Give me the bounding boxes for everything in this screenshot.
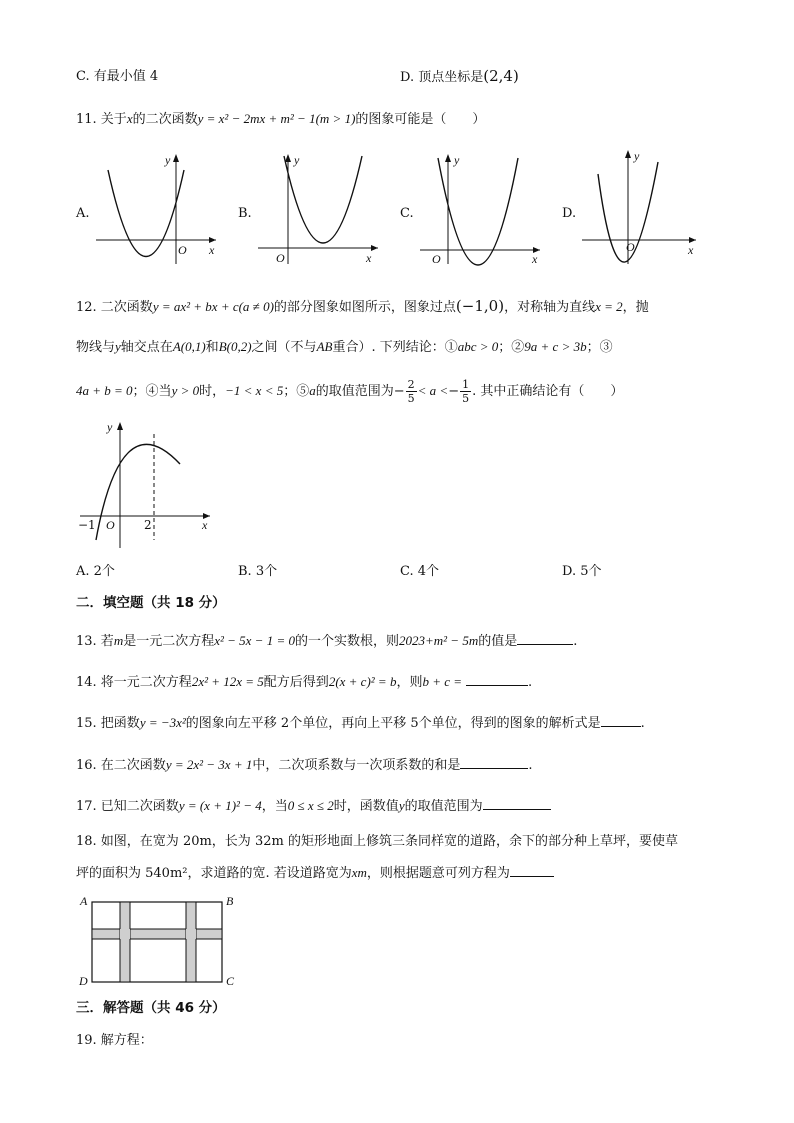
q17-question	[76, 795, 551, 817]
q12-text: 物线与	[76, 340, 116, 355]
q11-option-c-label: C.	[400, 206, 414, 221]
q17-answer-blank[interactable]	[483, 795, 551, 810]
q12-option-a: A. 2个	[76, 564, 115, 579]
q18-var: xm	[351, 865, 367, 880]
q17-equation: y = (x + 1)² − 4	[178, 798, 262, 813]
q12-axis: x = 2	[595, 299, 623, 314]
origin-label: O	[626, 240, 635, 254]
q16-answer-blank[interactable]	[460, 754, 528, 769]
q10-option-d-label: D. 顶点坐标是	[400, 70, 484, 85]
y-label: y	[454, 153, 460, 167]
x-label: x	[209, 243, 215, 257]
q12-text: . 其中正确结论有（ ）	[472, 384, 624, 399]
q13-end: .	[573, 634, 578, 649]
q16-text: 16. 在二次函数	[76, 758, 166, 773]
origin-label: O	[106, 518, 115, 532]
q19-question: 19. 解方程：	[76, 1033, 153, 1048]
q12-text: ，对称轴为直线	[504, 300, 596, 315]
q12-point-a: A(0,1)	[172, 339, 206, 354]
q18-text: 坪的面积为 540m²，求道路的宽. 若设道路宽为	[76, 866, 352, 881]
q14-text: ，则	[396, 675, 423, 690]
q11-option-a-label: A.	[76, 206, 90, 221]
q12-text: 的取值范围为	[315, 384, 394, 399]
road-vertical-left	[120, 902, 130, 982]
q14-text: 14. 将一元二次方程	[76, 675, 192, 690]
q17-var: y	[398, 798, 405, 813]
q11-option-d-label: D.	[562, 206, 577, 221]
q14-answer-blank[interactable]	[466, 671, 528, 686]
q13-var: m	[113, 633, 124, 648]
parabola	[284, 156, 362, 243]
q13-text: 的一个实数根，则	[294, 634, 399, 649]
q14-text: 配方后得到	[263, 675, 329, 690]
q14-question	[76, 671, 532, 693]
y-axis-arrow-icon	[285, 154, 291, 162]
corner-c-label: C	[226, 974, 235, 988]
q13-text: 是一元二次方程	[123, 634, 215, 649]
q12-text: 的部分图象如图所示，图象过点	[273, 300, 456, 315]
origin-label: O	[432, 252, 441, 266]
q14-equation: 2x² + 12x = 5	[191, 674, 264, 689]
q12-text: ；③	[586, 340, 613, 355]
corner-b-label: B	[226, 894, 234, 908]
x-label: x	[688, 243, 694, 257]
y-axis-arrow-icon	[445, 154, 451, 162]
q10-option-c: C. 有最小值 4	[76, 69, 159, 84]
q11-graph-b	[254, 150, 384, 268]
q12-line3: 4a + b = 0；④当y > 0时，−1 < x < 5；⑤a的取值范围为− $\frac{2}{5}$ < a <− $\frac{1}{5}$ . 其中正确结论有（ ）	[76, 378, 624, 405]
q14-end: .	[528, 675, 533, 690]
q12-fraction-2: $\frac{1}{5}$	[462, 378, 470, 405]
q15-end: .	[640, 716, 645, 731]
road-cross-right	[186, 929, 196, 939]
parabola	[438, 158, 518, 265]
q13-text: 的值是	[478, 634, 518, 649]
y-axis-arrow-icon	[625, 150, 631, 158]
q12-fraction-1: $\frac{2}{5}$	[407, 378, 415, 405]
q13-text: 13. 若	[76, 634, 114, 649]
y-label: y	[107, 420, 113, 434]
y-axis-arrow-icon	[117, 422, 123, 430]
q11-tail: 的图象可能是（ ）	[355, 112, 486, 127]
q12-text: ，抛	[622, 300, 649, 315]
parabola	[108, 170, 184, 257]
y-axis-arrow-icon	[173, 154, 179, 162]
road-cross-left	[120, 929, 130, 939]
section-3-title: 三．解答题（共 46 分）	[76, 1000, 226, 1016]
q17-text: 时，函数值	[333, 799, 399, 814]
q17-text: 的取值范围为	[404, 799, 483, 814]
q18-line2	[76, 862, 554, 884]
q12-var: a	[309, 383, 316, 398]
q16-equation: y = 2x² − 3x + 1	[165, 757, 253, 772]
q15-text: 15. 把函数	[76, 716, 140, 731]
corner-a-label: A	[80, 894, 88, 908]
q12-text: 时，	[199, 384, 226, 399]
q11-var: x	[126, 111, 133, 126]
neg-one-label: −1	[78, 518, 96, 532]
corner-d-label: D	[79, 974, 88, 988]
q11-graph-d	[578, 146, 708, 268]
q14-equation-2: 2(x + c)² = b	[328, 674, 397, 689]
q12-point: (−1,0)	[455, 297, 505, 315]
q12-segment: AB	[316, 339, 333, 354]
q11-formula: y = x² − 2mx + m² − 1(m > 1)	[197, 111, 356, 126]
q11-option-b-label: B.	[238, 206, 252, 221]
q16-text: 中，二次项系数与一次项系数的和是	[252, 758, 461, 773]
q12-formula: y = ax² + bx + c(a ≠ 0)	[152, 299, 274, 314]
q12-point-b: B(0,2)	[218, 339, 252, 354]
q12-conclusion-1: abc > 0	[457, 339, 499, 354]
q12-range: −1 < x < 5	[225, 383, 284, 398]
x-axis-arrow-icon	[371, 245, 378, 251]
q15-text: 的图象向左平移 2个单位，再向上平移 5个单位，得到的图象的解析式是	[185, 716, 601, 731]
y-label: y	[634, 149, 640, 163]
origin-label: O	[276, 251, 285, 265]
q13-equation: x² − 5x − 1 = 0	[214, 633, 295, 648]
x-label: x	[202, 518, 208, 532]
q12-text: 轴交点在	[120, 340, 173, 355]
q15-answer-blank[interactable]	[601, 712, 641, 727]
two-label: 2	[144, 518, 152, 532]
q18-answer-blank[interactable]	[510, 862, 554, 877]
x-label: x	[366, 251, 372, 265]
q12-text: ；④当	[132, 384, 172, 399]
road-vertical-right	[186, 902, 196, 982]
q17-condition: 0 ≤ x ≤ 2	[287, 798, 334, 813]
q12-text: 和	[205, 340, 219, 355]
field-rectangle	[92, 902, 222, 982]
q12-option-c: C. 4个	[400, 564, 440, 579]
q12-line1	[76, 296, 649, 318]
q12-conclusion-3: 4a + b = 0	[76, 383, 133, 398]
road-horizontal	[92, 929, 222, 939]
q15-question	[76, 712, 645, 734]
q12-option-d: D. 5个	[562, 564, 602, 579]
x-label: x	[532, 252, 538, 266]
q12-condition: y > 0	[171, 383, 200, 398]
origin-label: O	[178, 243, 187, 257]
q17-text: ，当	[261, 799, 288, 814]
q12-conclusion-2: 9a + c > 3b	[524, 339, 587, 354]
q12-text: 之间（不与	[251, 340, 317, 355]
q10-option-d	[400, 66, 519, 88]
q12-text: 12. 二次函数	[76, 300, 153, 315]
q11-question	[76, 109, 485, 130]
q15-equation: y = −3x²	[139, 715, 186, 730]
q11-mid: 的二次函数	[132, 112, 198, 127]
q13-question	[76, 630, 577, 652]
q12-var: y	[115, 339, 121, 354]
q11-graph-a	[92, 150, 222, 268]
q16-end: .	[528, 758, 533, 773]
q12-line2	[76, 337, 613, 358]
q12-text: ；②	[498, 340, 525, 355]
q10-option-d-vertex: (2,4)	[483, 67, 519, 85]
q18-text: ，则根据题意可列方程为	[366, 866, 510, 881]
q14-expression: b + c =	[422, 674, 463, 689]
y-label: y	[165, 153, 171, 167]
q12-graph	[76, 416, 226, 552]
y-label: y	[294, 153, 300, 167]
q18-figure	[76, 893, 246, 993]
q13-answer-blank[interactable]	[517, 630, 573, 645]
q12-text: ；⑤	[283, 384, 310, 399]
q13-expression: 2023+m² − 5m	[399, 633, 479, 648]
q11-number: 11. 关于	[76, 112, 127, 127]
q12-option-b: B. 3个	[238, 564, 278, 579]
q12-inequality: < a <	[417, 383, 449, 398]
section-2-title: 二．填空题（共 18 分）	[76, 595, 226, 611]
q11-graph-c	[416, 150, 546, 268]
q18-line1: 18. 如图，在宽为 20m，长为 32m 的矩形地面上修筑三条同样宽的道路，余下的部分种上草坪，要使草	[76, 834, 678, 849]
q17-text: 17. 已知二次函数	[76, 799, 179, 814]
q16-question	[76, 754, 533, 776]
q12-text: 重合）. 下列结论：①	[332, 340, 458, 355]
